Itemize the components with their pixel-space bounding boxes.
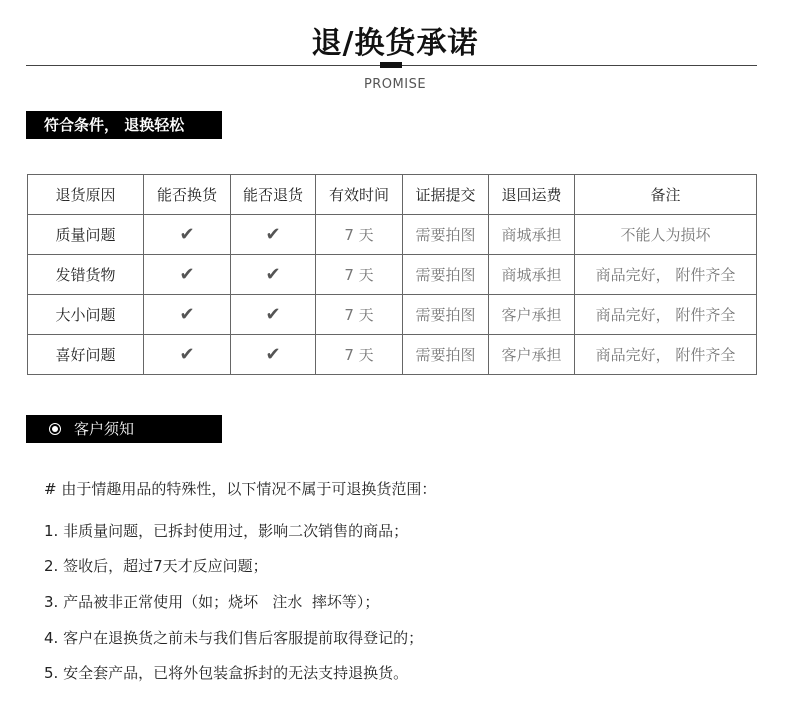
cell-reason: 质量问题 [28, 215, 144, 255]
table-row [28, 215, 757, 255]
cell-reason: 发错货物 [28, 255, 144, 295]
cell-evidence: 需要拍图 [403, 255, 489, 295]
table-row [28, 255, 757, 295]
notice-item: 3. 产品被非正常使用（如；烧坏 注水 摔坏等）； [44, 593, 380, 611]
return-policy-table [27, 174, 757, 375]
cell-reason: 大小问题 [28, 295, 144, 335]
notice-item: 2. 签收后，超过7天才反应问题； [44, 557, 268, 575]
notice-heading: # 由于情趣用品的特殊性，以下情况不属于可退换货范围： [44, 480, 437, 498]
column-header-refund: 能否退货 [231, 175, 316, 215]
table-header-row [28, 175, 757, 215]
section-banner-label: 客户须知 [74, 420, 135, 438]
section-banner-customer-notice [26, 415, 222, 443]
target-icon [48, 422, 62, 436]
cell-valid-period: 7 天 [316, 335, 403, 375]
column-header-evidence: 证据提交 [403, 175, 489, 215]
cell-shipping: 客户承担 [489, 295, 575, 335]
exchange-check-icon: ✔ [144, 295, 231, 335]
table-row [28, 335, 757, 375]
cell-shipping: 商城承担 [489, 255, 575, 295]
column-header-shipping: 退回运费 [489, 175, 575, 215]
exchange-check-icon: ✔ [144, 215, 231, 255]
exchange-check-icon: ✔ [144, 255, 231, 295]
title-divider-mark [380, 62, 402, 68]
table-row [28, 295, 757, 335]
notice-item: 5. 安全套产品，已将外包装盒拆封的无法支持退换货。 [44, 664, 409, 682]
cell-reason: 喜好问题 [28, 335, 144, 375]
exchange-check-icon: ✔ [144, 335, 231, 375]
cell-evidence: 需要拍图 [403, 215, 489, 255]
cell-valid-period: 7 天 [316, 215, 403, 255]
refund-check-icon: ✔ [231, 215, 316, 255]
section-banner-conditions: 符合条件， 退换轻松 [26, 111, 222, 139]
refund-check-icon: ✔ [231, 255, 316, 295]
refund-check-icon: ✔ [231, 295, 316, 335]
column-header-reason: 退货原因 [28, 175, 144, 215]
cell-shipping: 客户承担 [489, 335, 575, 375]
cell-notes: 商品完好， 附件齐全 [575, 295, 757, 335]
cell-shipping: 商城承担 [489, 215, 575, 255]
column-header-exchange: 能否换货 [144, 175, 231, 215]
cell-valid-period: 7 天 [316, 295, 403, 335]
cell-notes: 商品完好， 附件齐全 [575, 335, 757, 375]
page-subtitle: PROMISE [363, 77, 427, 92]
page-title: 退/换货承诺 [311, 26, 479, 61]
cell-valid-period: 7 天 [316, 255, 403, 295]
notice-item: 1. 非质量问题，已拆封使用过，影响二次销售的商品； [44, 522, 409, 540]
cell-notes: 不能人为损坏 [575, 215, 757, 255]
notice-item: 4. 客户在退换货之前未与我们售后客服提前取得登记的； [44, 629, 424, 647]
cell-evidence: 需要拍图 [403, 295, 489, 335]
cell-evidence: 需要拍图 [403, 335, 489, 375]
column-header-valid-period: 有效时间 [316, 175, 403, 215]
column-header-notes: 备注 [575, 175, 757, 215]
refund-check-icon: ✔ [231, 335, 316, 375]
cell-notes: 商品完好， 附件齐全 [575, 255, 757, 295]
